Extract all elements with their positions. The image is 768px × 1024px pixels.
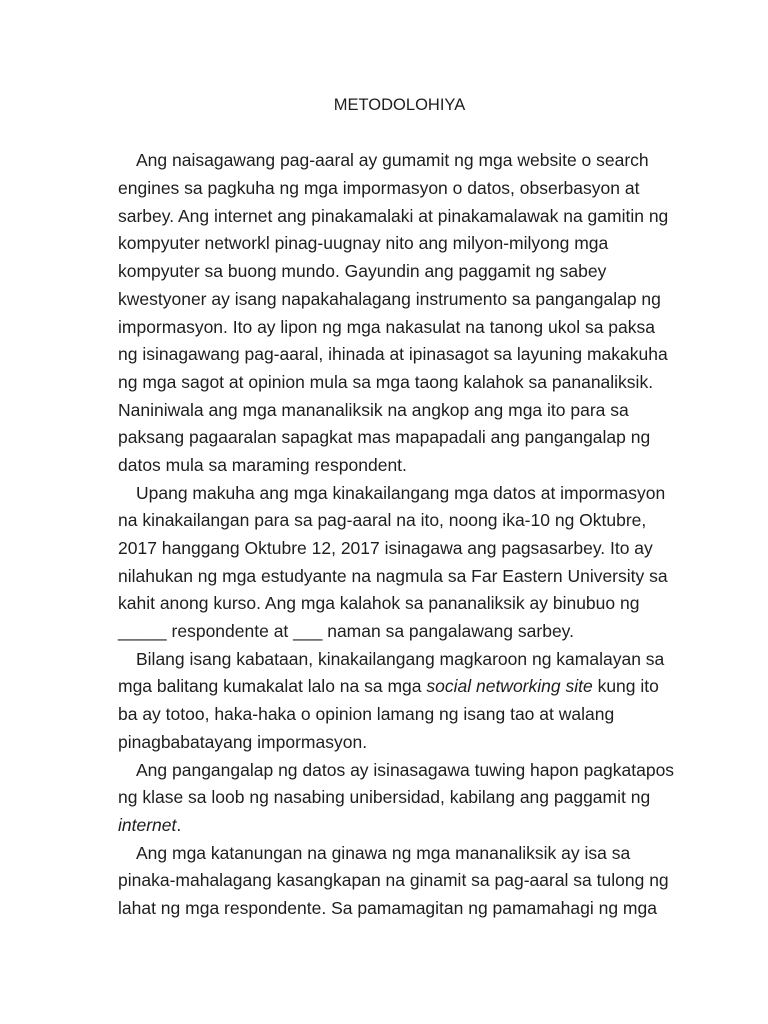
text-segment: mga balitang kumakalat lalo na sa mga xyxy=(118,676,427,697)
text-line: pinagbabatayang impormasyon. xyxy=(118,731,368,752)
text-line: kahit anong kurso. Ang mga kalahok sa pananaliksik ay binubuo ng xyxy=(118,593,640,614)
emphasis-text: internet xyxy=(118,814,177,835)
text-line: na kinakailangan para sa pag-aaral na ito, noong ika-10 ng Oktubre, xyxy=(118,510,647,531)
emphasis-text: social networking site xyxy=(426,676,593,697)
text-line: kompyuter networkl pinag-uugnay nito ang milyon-milyong mga xyxy=(118,233,609,254)
text-line: _____ respondente at ___ naman sa pangalawang sarbey. xyxy=(118,621,574,642)
text-line: lahat ng mga respondente. Sa pamamagitan ng pamamahagi ng mga xyxy=(118,897,657,918)
document-body xyxy=(118,92,681,923)
paragraph xyxy=(118,480,681,646)
text-line: paksang pagaaralan sapagkat mas mapapadali ang pangangalap ng xyxy=(118,427,651,448)
text-segment: kung ito xyxy=(592,676,659,697)
text-line: ba ay totoo, haka-haka o opinion lamang ng isang tao at walang xyxy=(118,704,615,725)
text-line: 2017 hanggang Oktubre 12, 2017 isinagawa ang pagsasarbey. Ito ay xyxy=(118,538,653,558)
text-line: Ang naisagawang pag-aaral ay gumamit ng mga website o search xyxy=(136,150,649,171)
paragraph xyxy=(118,840,681,923)
text-line: sarbey. Ang internet ang pinakamalaki at pinakamalawak na gamitin ng xyxy=(118,205,669,226)
text-line: pinaka-mahalagang kasangkapan na ginamit sa pag-aaral sa tulong ng xyxy=(118,870,669,891)
text-line: Ang mga katanungan na ginawa ng mga mananaliksik ay isa sa xyxy=(136,842,631,863)
text-line: Upang makuha ang mga kinakailangang mga datos at impormasyon xyxy=(136,482,666,503)
text-line xyxy=(118,673,681,701)
text-line: ng mga sagot at opinion mula sa mga taong kalahok sa pananaliksik. xyxy=(118,371,654,392)
document-title: METODOLOHIYA xyxy=(333,96,466,114)
text-line xyxy=(118,812,681,840)
text-line: nilahukan ng mga estudyante na nagmula sa Far Eastern University sa xyxy=(118,565,668,586)
text-line: engines sa pagkuha ng mga impormasyon o datos, obserbasyon at xyxy=(118,178,640,199)
text-line: ng isinagawang pag-aaral, ihinada at ipinasagot sa layuning makakuha xyxy=(118,344,668,365)
paragraph xyxy=(118,147,681,479)
text-line: kwestyoner ay isang napakahalagang instrumento sa pangangalap ng xyxy=(118,288,661,309)
text-line: Naniniwala ang mga mananaliksik na angkop ang mga ito para sa xyxy=(118,399,629,420)
paragraph xyxy=(118,757,681,840)
text-line: impormasyon. Ito ay lipon ng mga nakasulat na tanong ukol sa paksa xyxy=(118,316,655,337)
paragraph xyxy=(118,646,681,757)
text-line: kompyuter sa buong mundo. Gayundin ang paggamit ng sabey xyxy=(118,261,607,282)
text-line: ng klase sa loob ng nasabing unibersidad, kabilang ang paggamit ng xyxy=(118,787,651,808)
text-line: datos mula sa maraming respondent. xyxy=(118,454,407,475)
text-line: Bilang isang kabataan, kinakailangang magkaroon ng kamalayan sa xyxy=(136,648,665,669)
text-segment: . xyxy=(176,814,182,835)
text-line: Ang pangangalap ng datos ay isinasagawa tuwing hapon pagkatapos xyxy=(136,759,675,780)
